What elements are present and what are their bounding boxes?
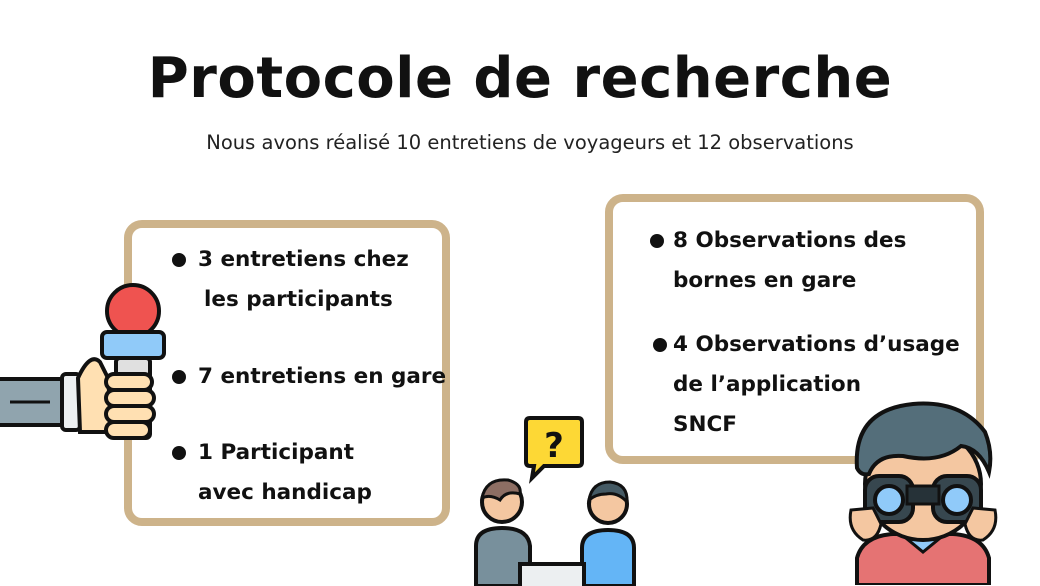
- page-subtitle: Nous avons réalisé 10 entretiens de voyageurs et 12 observations: [206, 131, 854, 154]
- observer-binoculars-icon: [843, 390, 1003, 585]
- right-item-2-line-1: 4 Observations d’usage: [673, 332, 960, 357]
- bullet-dot: [172, 446, 186, 460]
- bullet-dot: [653, 338, 667, 352]
- right-item-2-line-3: SNCF: [673, 412, 737, 437]
- left-item-2-line-1: 7 entretiens en gare: [198, 364, 447, 389]
- bullet-dot: [650, 234, 664, 248]
- right-item-1-line-2: bornes en gare: [673, 268, 857, 293]
- microphone-hand-icon: [0, 282, 170, 457]
- page-title: Protocole de recherche: [147, 46, 893, 111]
- left-item-2: [198, 357, 446, 397]
- question-mark: ?: [544, 426, 564, 466]
- left-item-1-line-2: les participants: [204, 287, 393, 312]
- left-item-1: [198, 240, 409, 320]
- left-item-3: [198, 433, 372, 513]
- right-item-1: [673, 221, 906, 301]
- left-item-3-line-1: 1 Participant: [198, 440, 354, 465]
- right-item-1-line-1: 8 Observations des: [673, 228, 907, 253]
- left-item-3-line-2: avec handicap: [198, 480, 372, 505]
- interview-question-icon: [470, 414, 640, 586]
- bullet-dot: [172, 370, 186, 384]
- right-item-2-line-2: de l’application: [673, 372, 861, 397]
- bullet-dot: [172, 253, 186, 267]
- left-item-1-line-1: 3 entretiens chez: [198, 247, 409, 272]
